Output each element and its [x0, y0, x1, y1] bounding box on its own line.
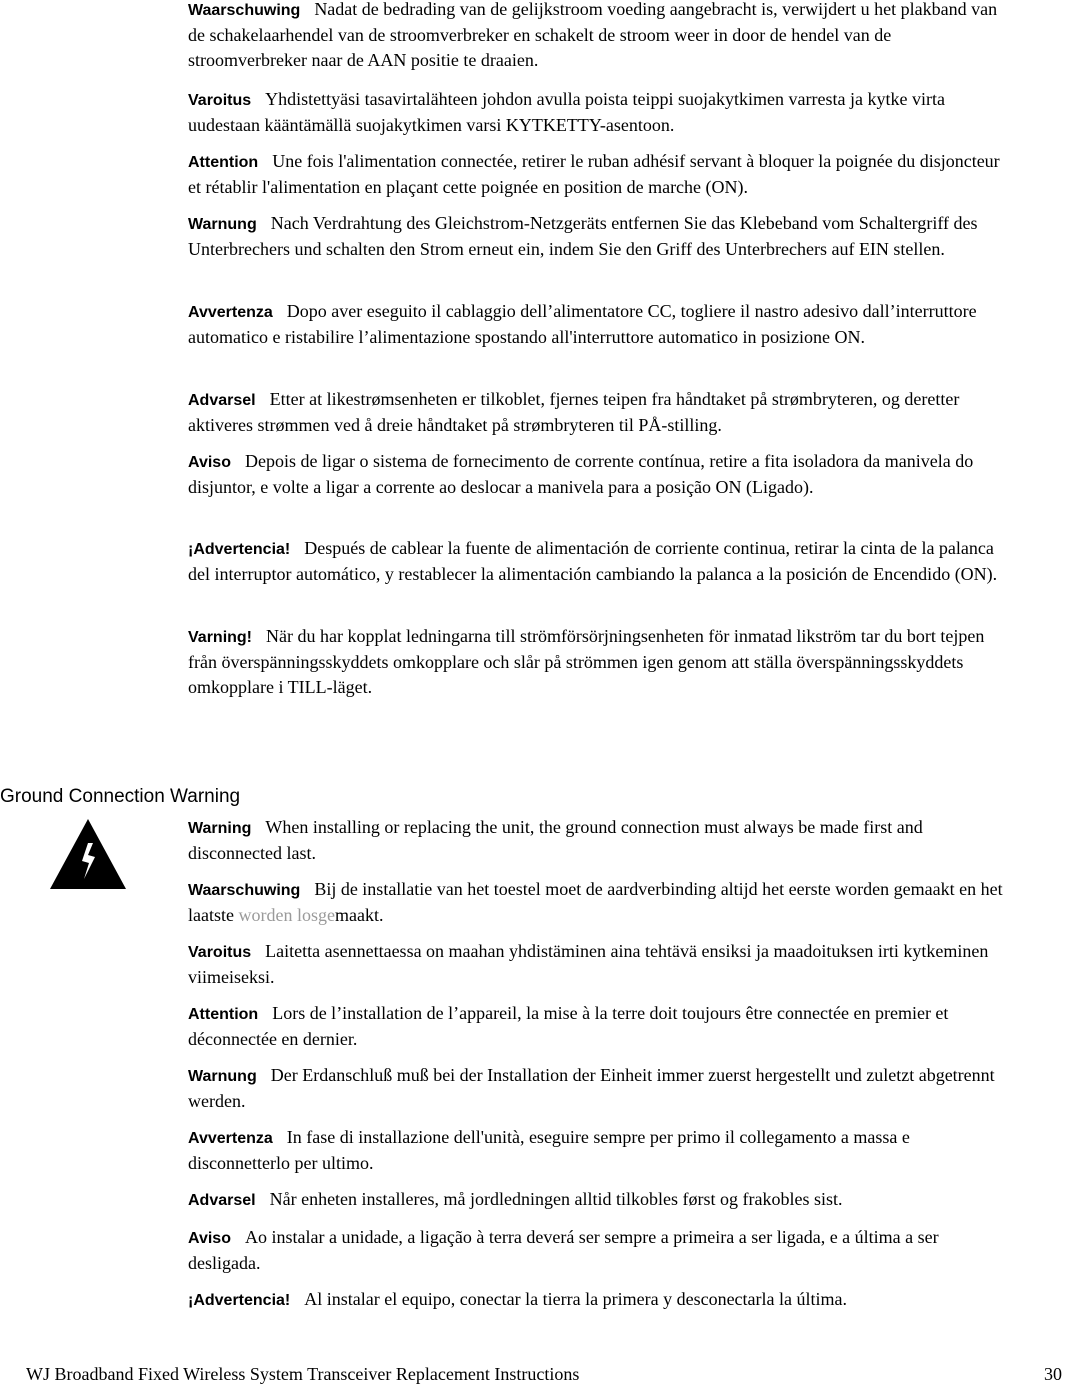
- ground-warning-label-italian: Avvertenza: [188, 1130, 273, 1147]
- dc-warning-portuguese: [188, 449, 1014, 500]
- dc-warning-french: [188, 149, 1014, 200]
- dc-warning-text-norwegian: Etter at likestrømsenheten er tilkoblet, fjernes teipen fra håndtaket på strømbryteren, og deretter aktiveres strømmen ved å dreie håndtaket på strømbryteren til PÅ-stilling.: [188, 389, 960, 435]
- ground-warning-label-portuguese: Aviso: [188, 1230, 231, 1247]
- ground-warning-italian: [188, 1125, 1014, 1176]
- ground-warning-label-french: Attention: [188, 1006, 259, 1023]
- ground-warning-norwegian: [188, 1187, 1014, 1213]
- dc-warning-text-portuguese: Depois de ligar o sistema de fornecimento de corrente contínua, retire a fita isoladora da manivela do disjuntor, e volte a ligar a corrente ao deslocar a manivela para a posição ON (Ligado).: [188, 451, 974, 497]
- dc-warning-label-swedish: Varning!: [188, 629, 253, 646]
- dc-warning-italian: [188, 299, 1014, 350]
- dc-warning-text-german: Nach Verdrahtung des Gleichstrom-Netzgeräts entfernen Sie das Klebeband vom Schaltergriff des Unterbrechers und schalten den Strom erneut ein, indem Sie den Griff des Unterbrechers auf EIN stellen.: [188, 213, 978, 259]
- ground-warning-german: [188, 1063, 1014, 1114]
- dc-warning-label-finnish: Varoitus: [188, 92, 252, 109]
- warning-triangle-lightning-icon: [48, 817, 128, 891]
- dc-warning-label-german: Warnung: [188, 216, 257, 233]
- dc-warning-text-dutch: Nadat de bedrading van de gelijkstroom voeding aangebracht is, verwijdert u het plakband van de schakelaarhendel van de stroomverbreker en schakelt de stroom weer in door de hendel van de stroomverbreker naar de AAN positie te draaien.: [188, 0, 998, 70]
- ground-warning-label-dutch: Waarschuwing: [188, 882, 301, 899]
- footer-page-number: 30: [1044, 1364, 1062, 1384]
- dc-warning-finnish: [188, 87, 1014, 138]
- ground-warning-finnish: [188, 939, 1014, 990]
- ground-warning-text-dutch-end: maakt.: [334, 905, 384, 925]
- dc-warning-text-spanish: Después de cablear la fuente de alimentación de corriente continua, retirar la cinta de la palanca del interruptor automático, y restablecer la alimentación cambiando la palanca a la posición de Encendido (ON).: [188, 538, 998, 584]
- ground-warning-french: [188, 1001, 1014, 1052]
- ground-warning-text-spanish: Al instalar el equipo, conectar la tierra la primera y desconectarla la última.: [304, 1289, 848, 1309]
- dc-warning-norwegian: [188, 387, 1014, 438]
- ground-warning-portuguese: [188, 1225, 1014, 1276]
- dc-warning-label-italian: Avvertenza: [188, 304, 273, 321]
- dc-warning-swedish: [188, 624, 1014, 700]
- ground-warning-label-english: Warning: [188, 820, 252, 837]
- ground-warning-text-dutch: Bij de installatie van het toestel moet de aardverbinding altijd het eerste worden gemaakt en het laatste: [188, 879, 1003, 925]
- dc-warning-text-swedish: När du har kopplat ledningarna till strömförsörjningsenheten för inmatad likström tar du bort tejpen från överspänningsskyddets omkopplare och slår på strömmen igen genom att ställa överspänningsskyddets omkopplare i TILL-läget.: [188, 626, 985, 697]
- dc-warning-dutch: [188, 0, 1014, 73]
- ground-warning-label-spanish: ¡Advertencia!: [188, 1292, 291, 1309]
- dc-warning-german: [188, 211, 1014, 262]
- ground-warning-spanish: [188, 1287, 1014, 1313]
- ground-warning-text-finnish: Laitetta asennettaessa on maahan yhdistäminen aina tehtävä ensiksi ja maadoituksen irti kytkeminen viimeiseksi.: [188, 941, 989, 987]
- ground-warning-text-italian: In fase di installazione dell'unità, eseguire sempre per primo il collegamento a massa e disconnetterlo per ultimo.: [188, 1127, 910, 1173]
- ground-warning-label-norwegian: Advarsel: [188, 1192, 256, 1209]
- ground-warning-text-portuguese: Ao instalar a unidade, a ligação à terra deverá ser sempre a primeira a ser ligada, e a última a ser desligada.: [188, 1227, 939, 1273]
- ground-warning-english: [188, 815, 1014, 866]
- ground-warning-text-french: Lors de l’installation de l’appareil, la mise à la terre doit toujours être connectée en premier et déconnectée en dernier.: [188, 1003, 949, 1049]
- ground-warning-text-norwegian: Når enheten installeres, må jordledningen alltid tilkobles først og frakobles sist.: [269, 1189, 843, 1209]
- dc-warning-text-italian: Dopo aver eseguito il cablaggio dell’alimentatore CC, togliere il nastro adesivo dall’interruttore automatico e ristabilire l’alimentazione spostando all'interruttore automatico in posizione ON.: [188, 301, 977, 347]
- ground-warning-text-german: Der Erdanschluß muß bei der Installation der Einheit immer zuerst hergestellt und zuletzt abgetrennt werden.: [188, 1065, 995, 1111]
- ground-warning-dutch: [188, 877, 1014, 928]
- dc-warning-label-spanish: ¡Advertencia!: [188, 541, 291, 558]
- dc-warning-label-norwegian: Advarsel: [188, 392, 256, 409]
- section-heading-ground-connection: Ground Connection Warning: [0, 786, 241, 807]
- dc-warning-label-french: Attention: [188, 154, 259, 171]
- ground-warning-text-english: When installing or replacing the unit, the ground connection must always be made first and disconnected last.: [188, 817, 923, 863]
- dc-warning-text-french: Une fois l'alimentation connectée, retirer le ruban adhésif servant à bloquer la poignée du disjoncteur et rétablir l'alimentation en plaçant cette poignée en position de marche (ON).: [188, 151, 1000, 197]
- ground-warning-text-dutch-faded: worden losge: [238, 905, 335, 925]
- dc-warning-label-portuguese: Aviso: [188, 454, 231, 471]
- footer-document-title: WJ Broadband Fixed Wireless System Transceiver Replacement Instructions: [26, 1364, 580, 1384]
- dc-warning-spanish: [188, 536, 1014, 587]
- ground-warning-label-finnish: Varoitus: [188, 944, 252, 961]
- dc-warning-text-finnish: Yhdistettyäsi tasavirtalähteen johdon avulla poista teippi suojakytkimen varresta ja kytke virta uudestaan kääntämällä suojakytkimen varsi KYTKETTY-asentoon.: [188, 89, 945, 135]
- ground-warning-label-german: Warnung: [188, 1068, 257, 1085]
- dc-warning-label-dutch: Waarschuwing: [188, 2, 301, 19]
